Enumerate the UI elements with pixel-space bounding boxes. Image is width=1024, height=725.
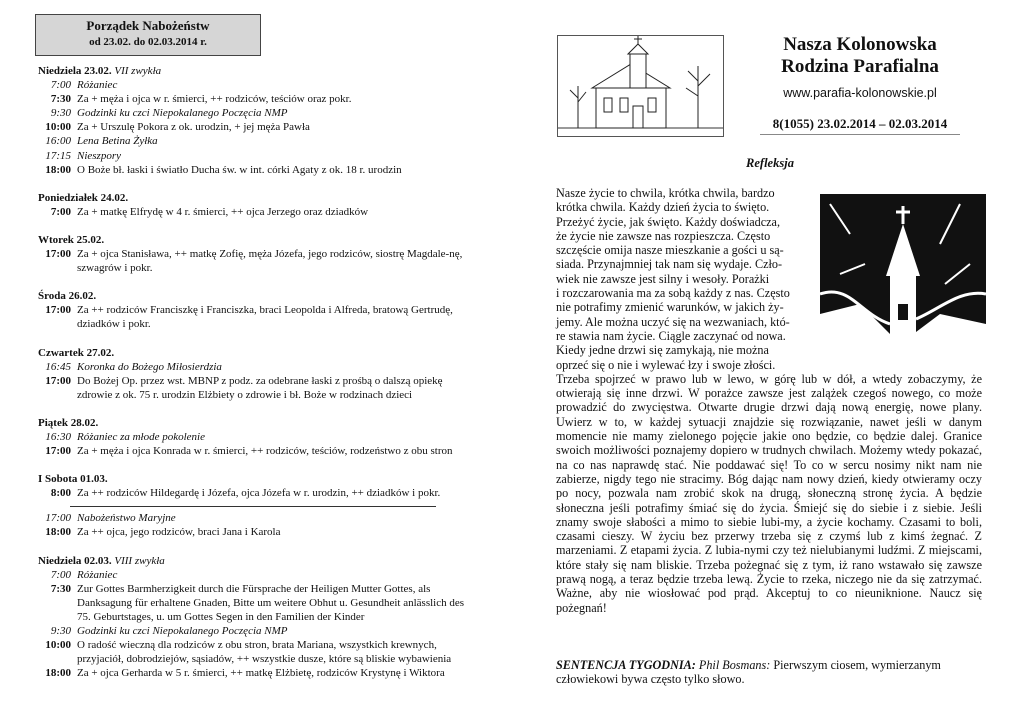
entry-text: Koronka do Bożego Miłosierdzia bbox=[77, 360, 222, 373]
schedule-day bbox=[38, 554, 478, 681]
day-title bbox=[38, 289, 478, 303]
entry-time: 18:00 bbox=[45, 526, 71, 539]
day-date: Niedziela 02.03. bbox=[38, 554, 112, 567]
entry-time: 17:15 bbox=[45, 149, 71, 162]
entry-time: 7:00 bbox=[50, 79, 71, 92]
sentence-author: Phil Bosmans: bbox=[698, 658, 771, 672]
entry-time: 17:00 bbox=[45, 374, 71, 387]
day-date: I Sobota 01.03. bbox=[38, 473, 108, 486]
schedule-dates: od 23.02. do 02.03.2014 r. bbox=[89, 36, 207, 48]
entry-text: Godzinki ku czci Niepokalanego Poczęcia NMP bbox=[77, 625, 288, 637]
day-title bbox=[38, 233, 478, 247]
entry-text: O radość wieczną dla rodziców z obu stron, brata Mariana, wszystkich krewnych, przyjaciół, dobrodziejów, sąsiadów, ++ wszystkie dusze, które są bliskie wybawienia bbox=[77, 639, 452, 666]
schedule-entry bbox=[38, 303, 478, 331]
issue-number: 8(1055) 23.02.2014 – 02.03.2014 bbox=[772, 116, 948, 131]
entry-time: 17:00 bbox=[45, 248, 71, 261]
entry-text: Za + ojca Gerharda w 5 r. śmierci, ++ matkę Elżbietę, rodziców Krystynę i Wiktora bbox=[77, 667, 445, 680]
reflection-heading: Refleksja bbox=[746, 156, 794, 170]
reflection-line: Kiedy jedne drzwi się zamykają, nie można bbox=[556, 343, 769, 358]
entry-time: 7:00 bbox=[50, 205, 71, 218]
entry-time: 10:00 bbox=[45, 121, 71, 134]
entry-time: 7:30 bbox=[50, 93, 71, 106]
reflection-line: i rozczarowania ma za sobą każdy z nas. Często bbox=[556, 286, 790, 301]
schedule-entry bbox=[38, 638, 478, 666]
schedule-entry bbox=[38, 666, 478, 680]
entry-text: Nieszpory bbox=[77, 149, 121, 162]
reflection-line: re stawia nam życie. Ciągle zaczynać od nowa. bbox=[556, 328, 786, 343]
schedule-day bbox=[38, 472, 478, 539]
day-title bbox=[38, 191, 478, 205]
schedule-entry bbox=[38, 374, 478, 402]
entry-text: Różaniec bbox=[77, 79, 118, 92]
reflection-line: Nasze życie to chwila, krótka chwila, bardzo bbox=[556, 186, 775, 200]
day-title bbox=[38, 64, 478, 78]
sentence-label: SENTENCJA TYGODNIA: bbox=[556, 658, 696, 672]
weekly-sentence bbox=[556, 658, 986, 687]
schedule-entry bbox=[38, 163, 478, 177]
entry-time: 17:00 bbox=[45, 512, 71, 525]
schedule-separator bbox=[70, 506, 436, 507]
schedule-entry bbox=[38, 205, 478, 219]
entry-time: 9:30 bbox=[50, 625, 71, 637]
entry-text: Godzinki ku czci Niepokalanego Poczęcia NMP bbox=[77, 107, 288, 120]
entry-text: Lena Betina Żyłka bbox=[77, 135, 158, 148]
entry-text: Zur Gottes Barmherzigkeit durch die Fürsprache der Heiligen Mutter Gottes, als Danksagung für erhaltene Gnaden, Bitte um weitere Obhut u. Gesundheit anlässlich des 75. Geburtstages, u. um Gottes Segen in den Familien der Kinder bbox=[77, 582, 465, 623]
entry-time: 17:00 bbox=[45, 445, 71, 458]
day-date: Poniedziałek 24.02. bbox=[38, 191, 129, 204]
entry-text: Różaniec bbox=[77, 568, 118, 581]
schedule-entry bbox=[38, 92, 478, 106]
schedule-entry bbox=[38, 134, 478, 148]
entry-text: Za + męża i ojca Konrada w r. śmierci, ++ rodziców, teściów, rodzeństwo z obu stron bbox=[77, 445, 453, 458]
schedule-entry bbox=[38, 149, 478, 163]
reflection-line: siada. Przynajmniej tak nam się wydaje. Czło- bbox=[556, 257, 783, 272]
reflection-line: Przeżyć życie, jak święto. Każdy doświadcza, bbox=[556, 214, 781, 229]
schedule-entry bbox=[38, 525, 478, 539]
reflection-text bbox=[556, 186, 982, 615]
reflection-line: jemy. Ale można uczyć się na wezwaniach, któ- bbox=[556, 314, 790, 329]
sentence-text: Pierwszym ciosem, wymierzanym człowiekowi bywa często tylko słowo. bbox=[556, 658, 941, 687]
schedule-header-box bbox=[35, 14, 261, 56]
schedule-entry bbox=[38, 624, 478, 638]
reflection-line: krótka chwila. Każdy dzień życia to święto. bbox=[556, 200, 770, 215]
reflection-line: wiek nie zawsze jest silny i wesoły. Porażki bbox=[556, 271, 770, 286]
entry-text: Nabożeństwo Maryjne bbox=[77, 512, 176, 525]
day-title bbox=[38, 554, 478, 568]
entry-time: 8:00 bbox=[50, 487, 71, 500]
masthead-line2: Rodzina Parafialna bbox=[781, 56, 939, 77]
reflection-line: szczęście omija nasze mieszkanie a gości u są- bbox=[556, 243, 784, 258]
masthead-line1: Nasza Kolonowska bbox=[783, 34, 937, 55]
entry-time: 9:30 bbox=[50, 107, 71, 120]
entry-time: 17:00 bbox=[45, 304, 71, 317]
mass-schedule bbox=[38, 64, 478, 694]
entry-time: 10:00 bbox=[45, 639, 71, 652]
schedule-day bbox=[38, 416, 478, 458]
masthead bbox=[740, 34, 980, 100]
entry-text: O Boże bł. łaski i światło Ducha św. w int. córki Agaty z ok. 18 r. urodzin bbox=[77, 163, 402, 176]
schedule-entry bbox=[38, 444, 478, 458]
parish-url[interactable]: www.parafia-kolonowskie.pl bbox=[783, 86, 937, 100]
day-title bbox=[38, 472, 478, 486]
schedule-entry bbox=[38, 120, 478, 134]
entry-text: Za ++ rodziców Franciszkę i Franciszka, braci Leopolda i Alfreda, bratową Gertrudę, dziadków i pokr. bbox=[77, 304, 453, 331]
reflection-narrow-column bbox=[556, 186, 811, 372]
day-date: Wtorek 25.02. bbox=[38, 233, 105, 246]
schedule-day bbox=[38, 191, 478, 219]
day-title bbox=[38, 416, 478, 430]
schedule-day bbox=[38, 64, 478, 177]
schedule-entry bbox=[38, 486, 478, 500]
day-liturgy: VII zwykła bbox=[114, 65, 162, 77]
schedule-entry bbox=[38, 568, 478, 582]
schedule-day bbox=[38, 346, 478, 402]
entry-time: 16:30 bbox=[45, 430, 71, 443]
church-illustration bbox=[557, 35, 724, 137]
schedule-entry bbox=[38, 430, 478, 444]
entry-text: Za ++ ojca, jego rodziców, braci Jana i Karola bbox=[77, 526, 281, 539]
entry-text: Za + Urszulę Pokora z ok. urodzin, + jej męża Pawła bbox=[77, 121, 310, 134]
schedule-entry bbox=[38, 78, 478, 92]
schedule-entry bbox=[38, 582, 478, 624]
entry-text: Do Bożej Op. przez wst. MBNP z podz. za odebrane łaski z prośbą o dalszą opiekę zdrowie z ok. 75 r. urodzin Elżbiety o zdrowie i bł. Boże w rodzinach dzieci bbox=[77, 374, 443, 401]
entry-time: 7:30 bbox=[50, 582, 71, 595]
schedule-day bbox=[38, 289, 478, 331]
entry-text: Za + męża i ojca w r. śmierci, ++ rodziców, teściów oraz pokr. bbox=[77, 93, 352, 106]
day-title bbox=[38, 346, 478, 360]
schedule-title: Porządek Nabożeństw bbox=[86, 18, 210, 33]
entry-text: Różaniec za młode pokolenie bbox=[77, 430, 205, 443]
reflection-line: że życie nie zawsze nas rozpieszcza. Często bbox=[556, 228, 771, 243]
reflection-line: nie potrafimy zmienić warunków, w jakich ży- bbox=[556, 300, 784, 315]
entry-time: 16:45 bbox=[45, 360, 71, 373]
schedule-entry bbox=[38, 106, 478, 120]
entry-time: 18:00 bbox=[45, 163, 71, 176]
entry-time: 18:00 bbox=[45, 667, 71, 680]
schedule-entry bbox=[38, 511, 478, 525]
schedule-entry bbox=[38, 360, 478, 374]
schedule-entry bbox=[38, 247, 478, 275]
entry-time: 7:00 bbox=[50, 568, 71, 581]
schedule-day bbox=[38, 233, 478, 275]
day-liturgy: VIII zwykła bbox=[114, 554, 165, 567]
issue-divider bbox=[760, 134, 960, 135]
day-date: Czwartek 27.02. bbox=[38, 346, 115, 359]
day-date: Środa 26.02. bbox=[38, 290, 97, 303]
entry-time: 16:00 bbox=[45, 135, 71, 148]
entry-text: Za + matkę Elfrydę w 4 r. śmierci, ++ ojca Jerzego oraz dziadków bbox=[77, 205, 369, 218]
entry-text: Za ++ rodziców Hildegardę i Józefa, ojca Józefa w r. urodzin, ++ dziadków i pokr. bbox=[77, 487, 441, 500]
reflection-line: oprzeć się o nie i wylewać łzy i swoje złości. bbox=[556, 357, 776, 372]
church-drawing bbox=[558, 36, 723, 136]
reflection-full-paragraph: Trzeba spojrzeć w prawo lub w lewo, w górę lub w dół, a wtedy zobaczymy, że otwierają się inne drzwi. W porażce zawsze jest zalążek czegoś nowego, co może prowadzić do zwycięstwa. Otwarte drugie drzwi dają nową energię, nowe plany. Uwierz w to, w każdej sytuacji znajdzie się rozwiązanie, nawet jeśli w danym momencie nie mamy zielonego pojęcie jakie ono będzie, co będzie dalej. Granice swoich możliwości poznajemy dopiero w trudnych chwilach. Możemy wtedy pokazać, na co nas naprawdę stać. Nie poddawać się! To co w sercu nosimy nikt nam nie zabierze, nigdy tego nie stracimy. Bóg dając nam nowy dzień, kiedy otwieramy oczy po nocy, pozwala nam zrobić skok na drugą, słoneczną stronę życia. A będzie słoneczna jeśli potrafimy śmiać się do życia. Śmiejć się do siebie i z siebie. Jeśli znamy swoje słabości a mimo to siebie lubi-my, a życie kochamy. Czasami to boli, czasami cieszy. W życiu bez przerwy trzeba się z czymś lub z kimś żegnać. Z marzeniami. Z etapami życia. Z lubia-nymi czy też nielubianymi ludźmi. Z miejscami, które stały się nam bliskie. Trzeba pożegnać się z tym, iż rano wstawało się zawsze prawą nogą, a teraz będzie trzeba lewą. Życie to rzeka, niczego nie da się zatrzymać. Ważne, aby nie wiosłować pod prąd. Akceptuj to co nieuniknione. Naucz się pożegnań! bbox=[556, 371, 982, 615]
day-date: Niedziela 23.02. bbox=[38, 65, 112, 77]
day-date: Piątek 28.02. bbox=[38, 416, 99, 429]
entry-text: Za + ojca Stanisława, ++ matkę Zofię, męża Józefa, jego rodziców, siostrę Magdale-nę, szwagrów i pokr. bbox=[77, 248, 463, 275]
